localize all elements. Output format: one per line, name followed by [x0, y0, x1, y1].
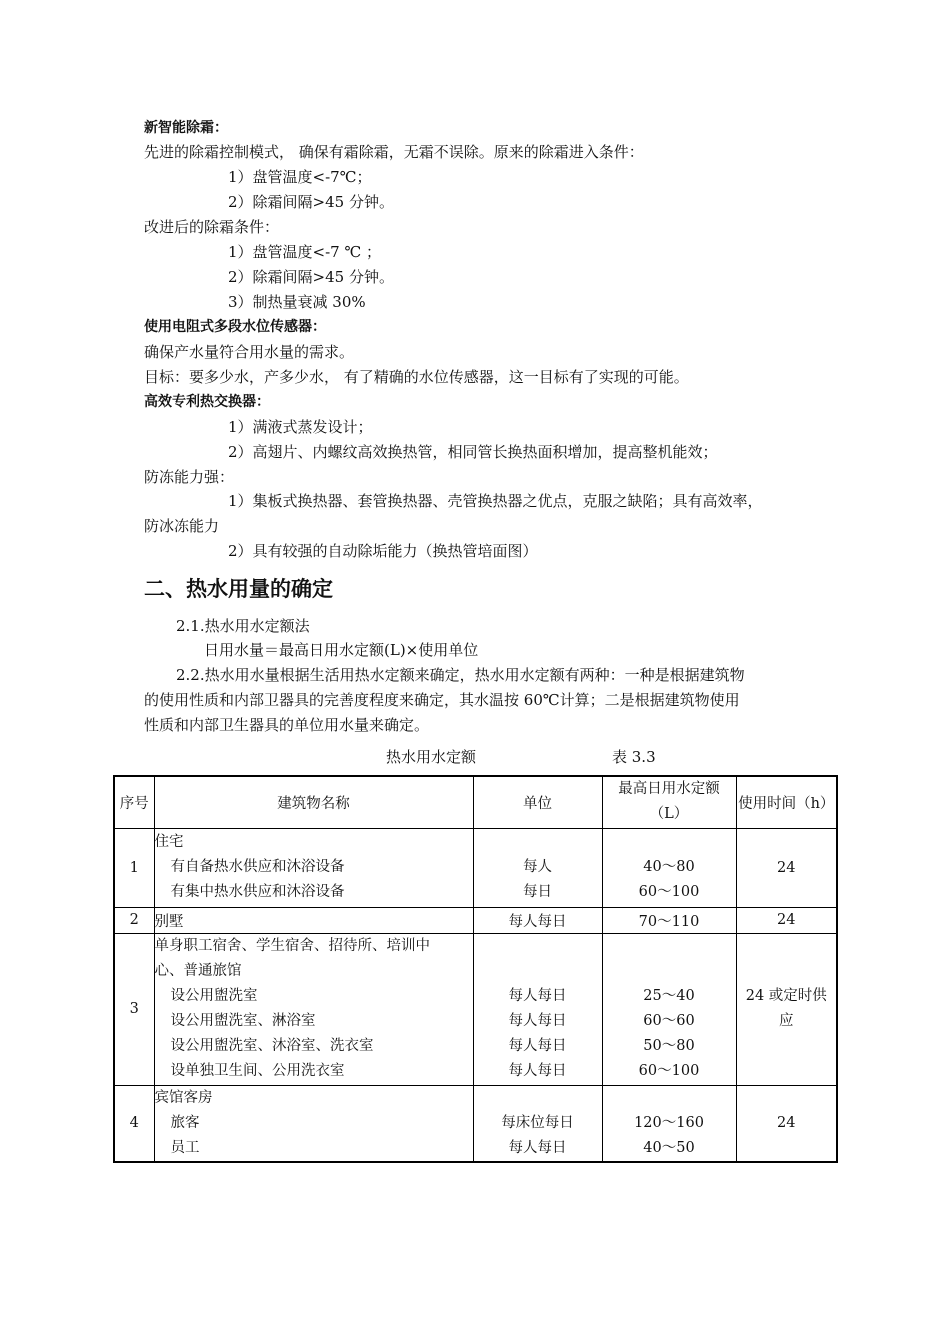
table-number: 表 3.3 [612, 748, 656, 766]
section-2-2-line-1: 2.2.热水用水量根据生活用热水定额来确定，热水用水定额有两种：一种是根据建筑物 [176, 666, 745, 684]
unit-line: 每人每日 [508, 1139, 567, 1156]
table-header-row [114, 776, 837, 828]
sensor-line-1: 确保产水量符合用水量的需求。 [144, 343, 355, 361]
building-line: 心、普通旅馆 [154, 963, 242, 979]
row-seq: 4 [114, 1085, 154, 1162]
quota-line: 50～80 [643, 1038, 695, 1054]
row-hours [736, 933, 837, 1085]
exchanger-heading: 高效专利热交换器： [144, 394, 270, 410]
quota-line: 60～100 [638, 1063, 700, 1079]
row-unit: 每人每日 [473, 907, 602, 933]
building-line: 设公用盥洗室 [170, 988, 258, 1004]
defrost-new-condition-1: 1）盘管温度<-7 ℃ ； [228, 243, 382, 261]
unit-line: 每人每日 [508, 1038, 567, 1054]
defrost-new-condition-3: 3）制热量衰减 30% [228, 293, 366, 311]
row-seq: 3 [114, 933, 154, 1085]
quota-line: 60～100 [638, 884, 700, 900]
hours-line: 24 或定时供 [745, 988, 827, 1004]
unit-line: 每日 [523, 884, 552, 900]
antifreeze-item-1: 1）集板式换热器、套管换热器、壳管换热器之优点，克服之缺陷；具有高效率， [228, 492, 763, 510]
building-line: 有集中热水供应和沐浴设备 [170, 884, 345, 900]
row-seq: 1 [114, 828, 154, 907]
row-building-name [154, 828, 473, 907]
quota-line: 40～50 [643, 1139, 695, 1156]
header-unit: 单位 [473, 776, 602, 828]
table-row [114, 907, 837, 933]
sensor-line-2: 目标：要多少水，产多少水， 有了精确的水位传感器，这一目标有了实现的可能。 [144, 368, 689, 386]
unit-line: 每人每日 [508, 1013, 567, 1029]
building-line: 有自备热水供应和沐浴设备 [170, 859, 345, 875]
row-quota [602, 933, 736, 1085]
building-line: 员工 [170, 1139, 200, 1156]
building-line: 住宅 [154, 834, 184, 850]
header-daily-quota [602, 776, 736, 828]
table-row [114, 1085, 837, 1162]
row-unit [473, 1085, 602, 1162]
defrost-old-condition-2: 2）除霜间隔>45 分钟。 [228, 193, 394, 211]
exchanger-item-2: 2）高翅片、内螺纹高效换热管，相同管长换热面积增加，提高整机能效； [228, 443, 718, 461]
building-line: 设公用盥洗室、淋浴室 [170, 1013, 316, 1029]
sensor-heading: 使用电阻式多段水位传感器： [144, 319, 326, 335]
defrost-heading: 新智能除霜： [144, 120, 228, 136]
header-daily-quota-line-1: 最高日用水定额 [618, 781, 720, 798]
row-building-name [154, 1085, 473, 1162]
header-daily-quota-line-2: （L） [649, 806, 689, 823]
section-2-1-title: 2.1.热水用水定额法 [176, 617, 310, 635]
unit-line: 每人每日 [508, 1063, 567, 1079]
row-hours: 24 [736, 828, 837, 907]
section-2-2-line-2: 的使用性质和内部卫器具的完善度程度来确定，其水温按 60℃计算；二是根据建筑物使用 [144, 691, 740, 709]
defrost-improved-title: 改进后的除霜条件： [144, 218, 280, 236]
antifreeze-item-2: 2）具有较强的自动除垢能力（换热管培面图） [228, 542, 538, 560]
hours-line: 应 [779, 1013, 794, 1029]
defrost-old-condition-1: 1）盘管温度<-7℃； [228, 168, 372, 186]
table-row [114, 933, 837, 1085]
table-caption: 热水用水定额 [386, 748, 477, 766]
daily-water-formula: 日用水量＝最高日用水定额(L)×使用单位 [204, 641, 479, 659]
header-usage-hours: 使用时间（h） [736, 776, 837, 828]
row-seq: 2 [114, 907, 154, 933]
exchanger-item-1: 1）满液式蒸发设计； [228, 418, 373, 436]
unit-line: 每人每日 [508, 988, 567, 1004]
defrost-new-condition-2: 2）除霜间隔>45 分钟。 [228, 268, 394, 286]
row-unit [473, 933, 602, 1085]
row-hours: 24 [736, 1085, 837, 1162]
quota-line: 120～160 [634, 1114, 704, 1131]
row-quota [602, 1085, 736, 1162]
header-building-name: 建筑物名称 [154, 776, 473, 828]
table-row [114, 828, 837, 907]
unit-line: 每床位每日 [501, 1114, 574, 1131]
building-line: 宾馆客房 [154, 1089, 213, 1106]
quota-line: 40～80 [643, 859, 695, 875]
row-quota [602, 828, 736, 907]
building-line: 单身职工宿舍、学生宿舍、招待所、培训中 [154, 938, 430, 954]
unit-line: 每人 [523, 859, 552, 875]
row-building-name [154, 933, 473, 1085]
header-seq: 序号 [114, 776, 154, 828]
section-2-2-line-3: 性质和内部卫生器具的单位用水量来确定。 [144, 716, 430, 734]
building-line: 设单独卫生间、公用洗衣室 [170, 1063, 345, 1079]
building-line: 设公用盥洗室、沐浴室、洗衣室 [170, 1038, 374, 1054]
hot-water-quota-table [113, 775, 838, 1163]
defrost-intro: 先进的除霜控制模式， 确保有霜除霜，无霜不误除。原来的除霜进入条件： [144, 143, 644, 161]
row-quota: 70～110 [602, 907, 736, 933]
quota-line: 25～40 [643, 988, 695, 1004]
row-building-name: 别墅 [154, 907, 473, 933]
antifreeze-item-1-cont: 防冰冻能力 [144, 517, 220, 535]
row-unit [473, 828, 602, 907]
antifreeze-title: 防冻能力强： [144, 468, 235, 486]
building-line: 旅客 [170, 1114, 200, 1131]
section-2-title: 二、热水用量的确定 [144, 577, 333, 601]
quota-line: 60～60 [643, 1013, 695, 1029]
row-hours: 24 [736, 907, 837, 933]
